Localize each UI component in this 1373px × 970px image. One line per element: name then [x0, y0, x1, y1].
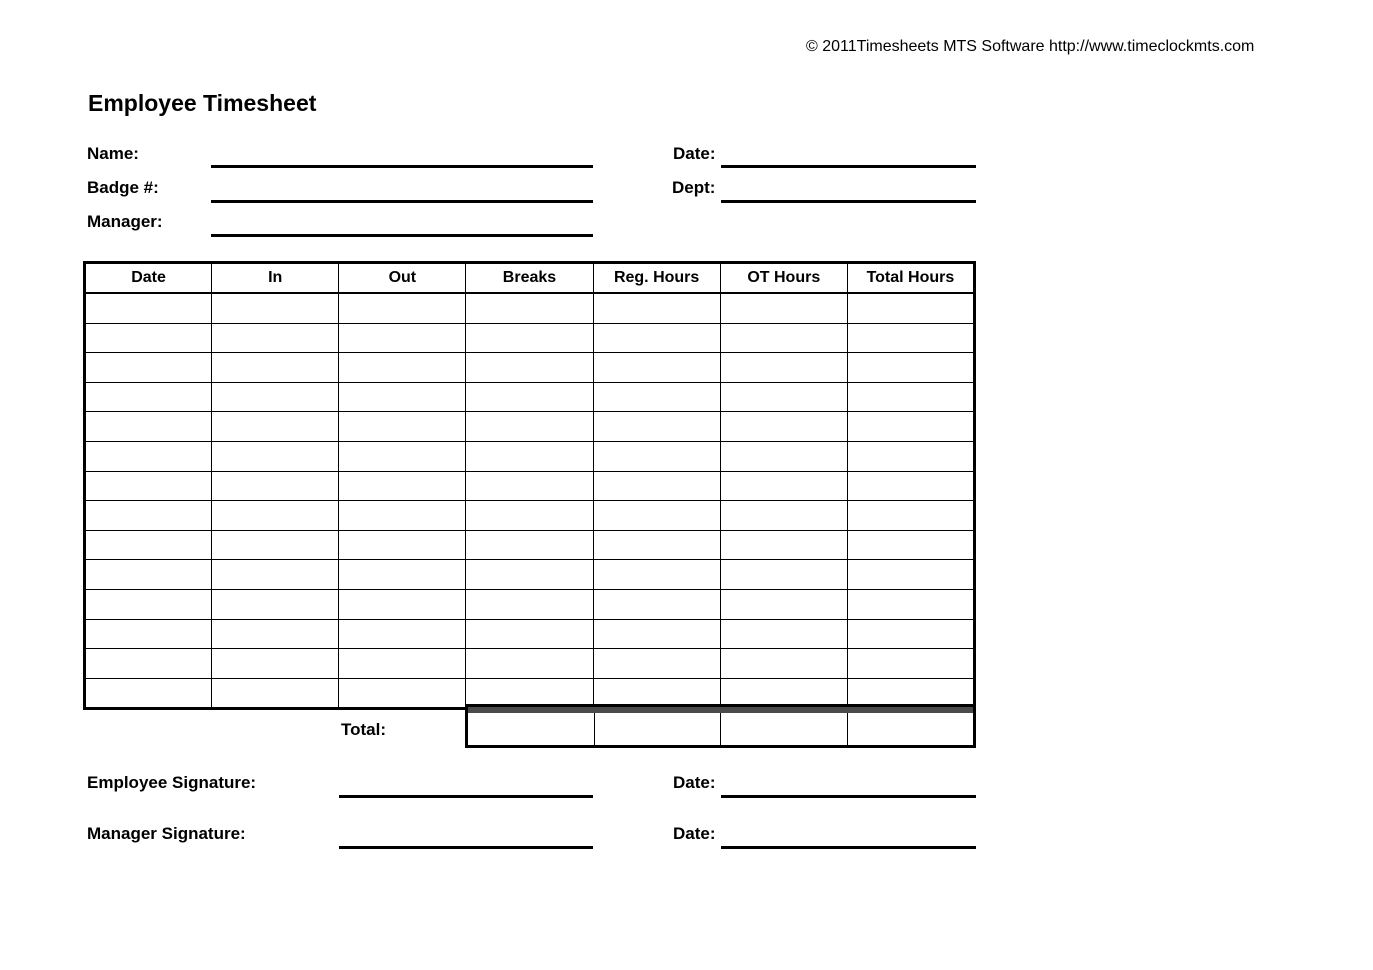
table-cell[interactable]	[593, 353, 720, 383]
table-cell[interactable]	[593, 412, 720, 442]
table-cell[interactable]	[720, 382, 847, 412]
table-cell[interactable]	[339, 678, 466, 709]
table-cell[interactable]	[339, 323, 466, 353]
table-cell[interactable]	[85, 353, 212, 383]
date-label: Date:	[673, 144, 716, 163]
table-cell[interactable]	[466, 382, 593, 412]
timesheet-table	[83, 261, 976, 710]
total-label: Total:	[341, 720, 387, 739]
column-header-reg-hours: Reg. Hours	[593, 263, 720, 294]
table-cell[interactable]	[720, 412, 847, 442]
table-cell[interactable]	[85, 412, 212, 442]
table-cell[interactable]	[466, 293, 593, 323]
table-cell[interactable]	[339, 353, 466, 383]
table-row	[85, 619, 975, 649]
table-cell[interactable]	[847, 293, 974, 323]
table-cell[interactable]	[720, 353, 847, 383]
table-cell[interactable]	[339, 441, 466, 471]
table-cell[interactable]	[466, 649, 593, 679]
table-cell[interactable]	[212, 293, 339, 323]
table-cell[interactable]	[85, 441, 212, 471]
totals-row	[465, 704, 976, 748]
table-cell[interactable]	[847, 441, 974, 471]
table-cell[interactable]	[339, 649, 466, 679]
table-cell[interactable]	[212, 649, 339, 679]
table-cell[interactable]	[720, 471, 847, 501]
table-cell[interactable]	[720, 441, 847, 471]
table-cell[interactable]	[593, 649, 720, 679]
table-cell[interactable]	[339, 412, 466, 442]
badge-label: Badge #:	[87, 178, 159, 197]
table-row	[85, 560, 975, 590]
manager-signature-date-field[interactable]	[721, 846, 976, 849]
dept-label: Dept:	[672, 178, 716, 197]
table-row	[85, 471, 975, 501]
totals-divider	[468, 707, 973, 713]
table-cell[interactable]	[847, 353, 974, 383]
table-cell[interactable]	[593, 530, 720, 560]
date-field[interactable]	[721, 165, 976, 168]
column-header-date: Date	[85, 263, 212, 294]
table-cell[interactable]	[720, 560, 847, 590]
table-cell[interactable]	[85, 501, 212, 531]
table-cell[interactable]	[466, 353, 593, 383]
table-row	[85, 649, 975, 679]
table-cell[interactable]	[720, 619, 847, 649]
table-cell[interactable]	[720, 293, 847, 323]
table-cell[interactable]	[720, 501, 847, 531]
column-header-ot-hours: OT Hours	[720, 263, 847, 294]
table-cell[interactable]	[466, 589, 593, 619]
table-cell[interactable]	[720, 530, 847, 560]
table-cell[interactable]	[85, 530, 212, 560]
table-cell[interactable]	[847, 471, 974, 501]
badge-field[interactable]	[211, 200, 593, 203]
table-cell[interactable]	[85, 293, 212, 323]
table-cell[interactable]	[593, 323, 720, 353]
employee-signature-date-field[interactable]	[721, 795, 976, 798]
total-reg-hours-cell[interactable]	[595, 713, 722, 745]
table-cell[interactable]	[339, 471, 466, 501]
table-cell[interactable]	[85, 589, 212, 619]
table-cell[interactable]	[466, 560, 593, 590]
table-cell[interactable]	[212, 619, 339, 649]
table-cell[interactable]	[212, 353, 339, 383]
table-cell[interactable]	[847, 560, 974, 590]
table-cell[interactable]	[720, 589, 847, 619]
table-cell[interactable]	[466, 501, 593, 531]
table-cell[interactable]	[212, 412, 339, 442]
table-cell[interactable]	[847, 323, 974, 353]
table-cell[interactable]	[847, 412, 974, 442]
table-cell[interactable]	[212, 323, 339, 353]
column-header-breaks: Breaks	[466, 263, 593, 294]
column-header-in: In	[212, 263, 339, 294]
column-header-total-hours: Total Hours	[847, 263, 974, 294]
table-cell[interactable]	[593, 441, 720, 471]
table-cell[interactable]	[466, 530, 593, 560]
table-cell[interactable]	[847, 501, 974, 531]
name-label: Name:	[87, 144, 139, 163]
table-cell[interactable]	[847, 530, 974, 560]
table-cell[interactable]	[720, 323, 847, 353]
table-cell[interactable]	[593, 589, 720, 619]
table-row	[85, 293, 975, 323]
employee-signature-field[interactable]	[339, 795, 593, 798]
employee-signature-label: Employee Signature:	[87, 773, 257, 792]
table-cell[interactable]	[339, 530, 466, 560]
table-cell[interactable]	[593, 619, 720, 649]
table-cell[interactable]	[593, 293, 720, 323]
table-row	[85, 382, 975, 412]
table-cell[interactable]	[212, 678, 339, 709]
table-cell[interactable]	[85, 678, 212, 709]
table-cell[interactable]	[593, 501, 720, 531]
total-ot-hours-cell[interactable]	[721, 713, 848, 745]
table-cell[interactable]	[212, 471, 339, 501]
table-cell[interactable]	[847, 649, 974, 679]
table-cell[interactable]	[85, 649, 212, 679]
manager-signature-date-label: Date:	[673, 824, 716, 843]
table-cell[interactable]	[85, 619, 212, 649]
table-cell[interactable]	[85, 323, 212, 353]
table-row	[85, 501, 975, 531]
table-cell[interactable]	[720, 649, 847, 679]
table-cell[interactable]	[212, 501, 339, 531]
table-cell[interactable]	[339, 589, 466, 619]
table-row	[85, 323, 975, 353]
table-cell[interactable]	[339, 560, 466, 590]
table-row	[85, 412, 975, 442]
manager-label: Manager:	[87, 212, 163, 231]
table-cell[interactable]	[339, 619, 466, 649]
table-cell[interactable]	[593, 382, 720, 412]
total-breaks-cell[interactable]	[468, 713, 595, 745]
table-row	[85, 530, 975, 560]
table-header-row	[85, 263, 975, 294]
table-cell[interactable]	[212, 530, 339, 560]
table-cell[interactable]	[466, 441, 593, 471]
table-cell[interactable]	[466, 323, 593, 353]
table-body	[85, 293, 975, 709]
manager-field[interactable]	[211, 234, 593, 237]
employee-signature-date-label: Date:	[673, 773, 716, 792]
table-cell[interactable]	[593, 471, 720, 501]
table-cell[interactable]	[466, 619, 593, 649]
table-row	[85, 441, 975, 471]
manager-signature-field[interactable]	[339, 846, 593, 849]
table-row	[85, 353, 975, 383]
copyright-text: © 2011Timesheets MTS Software http://www.timeclockmts.com	[806, 38, 1255, 55]
table-cell[interactable]	[212, 441, 339, 471]
table-cell[interactable]	[847, 589, 974, 619]
table-row	[85, 589, 975, 619]
manager-signature-label: Manager Signature:	[87, 824, 246, 843]
table-cell[interactable]	[593, 560, 720, 590]
table-cell[interactable]	[847, 382, 974, 412]
table-cell[interactable]	[212, 560, 339, 590]
table-cell[interactable]	[212, 382, 339, 412]
table-cell[interactable]	[85, 471, 212, 501]
table-cell[interactable]	[85, 560, 212, 590]
page-title: Employee Timesheet	[88, 90, 317, 116]
dept-field[interactable]	[721, 200, 976, 203]
table-cell[interactable]	[466, 471, 593, 501]
table-cell[interactable]	[212, 589, 339, 619]
table-cell[interactable]	[466, 412, 593, 442]
total-hours-cell[interactable]	[848, 713, 974, 745]
table-cell[interactable]	[85, 382, 212, 412]
table-cell[interactable]	[847, 619, 974, 649]
table-cell[interactable]	[339, 382, 466, 412]
column-header-out: Out	[339, 263, 466, 294]
table-cell[interactable]	[339, 501, 466, 531]
name-field[interactable]	[211, 165, 593, 168]
table-cell[interactable]	[339, 293, 466, 323]
